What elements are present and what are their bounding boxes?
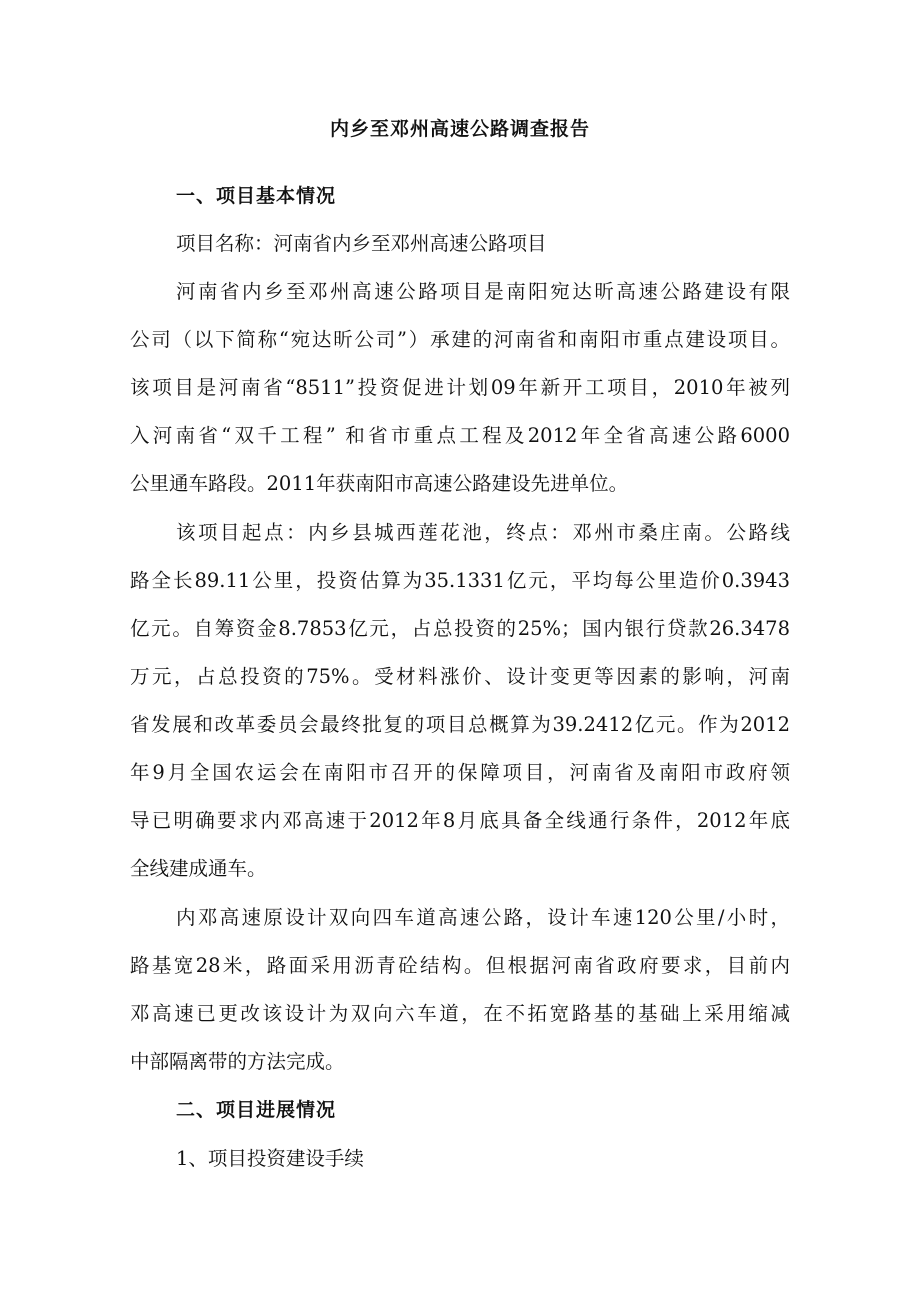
paragraph-line: 全线建成通车。 <box>130 857 267 880</box>
paragraph-line: 该项目起点：内乡县城西莲花池，终点：邓州市桑庄南。公路线 <box>176 521 790 544</box>
paragraph-line: 万元，占总投资的75%。受材料涨价、设计变更等因素的影响，河南 <box>130 665 790 688</box>
paragraph-line: 路全长89.11公里，投资估算为35.1331亿元，平均每公里造价0.3943 <box>130 569 790 592</box>
section-heading-basic-info: 一、项目基本情况 <box>176 185 337 207</box>
paragraph-line: 省发展和改革委员会最终批复的项目总概算为39.2412亿元。作为2012 <box>130 713 790 736</box>
paragraph-line: 该项目是河南省“8511”投资促进计划09年新开工项目，2010年被列 <box>130 376 790 399</box>
paragraph-line: 河南省内乡至邓州高速公路项目是南阳宛达昕高速公路建设有限 <box>176 280 790 303</box>
paragraph-line: 年9月全国农运会在南阳市召开的保障项目，河南省及南阳市政府领 <box>130 761 790 784</box>
paragraph-line: 路基宽28米，路面采用沥青砼结构。但根据河南省政府要求，目前内 <box>130 954 790 977</box>
subsection-heading-procedures: 1、项目投资建设手续 <box>176 1147 364 1170</box>
project-name-line: 项目名称：河南省内乡至邓州高速公路项目 <box>176 232 547 255</box>
paragraph-line: 邓高速已更改该设计为双向六车道，在不拓宽路基的基础上采用缩减 <box>130 1002 790 1025</box>
paragraph-line: 导已明确要求内邓高速于2012年8月底具备全线通行条件，2012年底 <box>130 809 790 832</box>
paragraph-line: 亿元。自筹资金8.7853亿元，占总投资的25%；国内银行贷款26.3478 <box>130 617 790 640</box>
document-title: 内乡至邓州高速公路调查报告 <box>329 118 590 140</box>
paragraph-line: 中部隔离带的方法完成。 <box>130 1050 345 1073</box>
paragraph-line: 公司（以下简称“宛达昕公司”）承建的河南省和南阳市重点建设项目。 <box>130 328 790 351</box>
paragraph-line: 入河南省“双千工程” 和省市重点工程及2012年全省高速公路6000 <box>130 424 790 447</box>
paragraph-line: 内邓高速原设计双向四车道高速公路，设计车速120公里/小时， <box>176 906 790 929</box>
section-heading-progress: 二、项目进展情况 <box>176 1099 337 1121</box>
paragraph-line: 公里通车路段。2011年获南阳市高速公路建设先进单位。 <box>130 472 629 495</box>
